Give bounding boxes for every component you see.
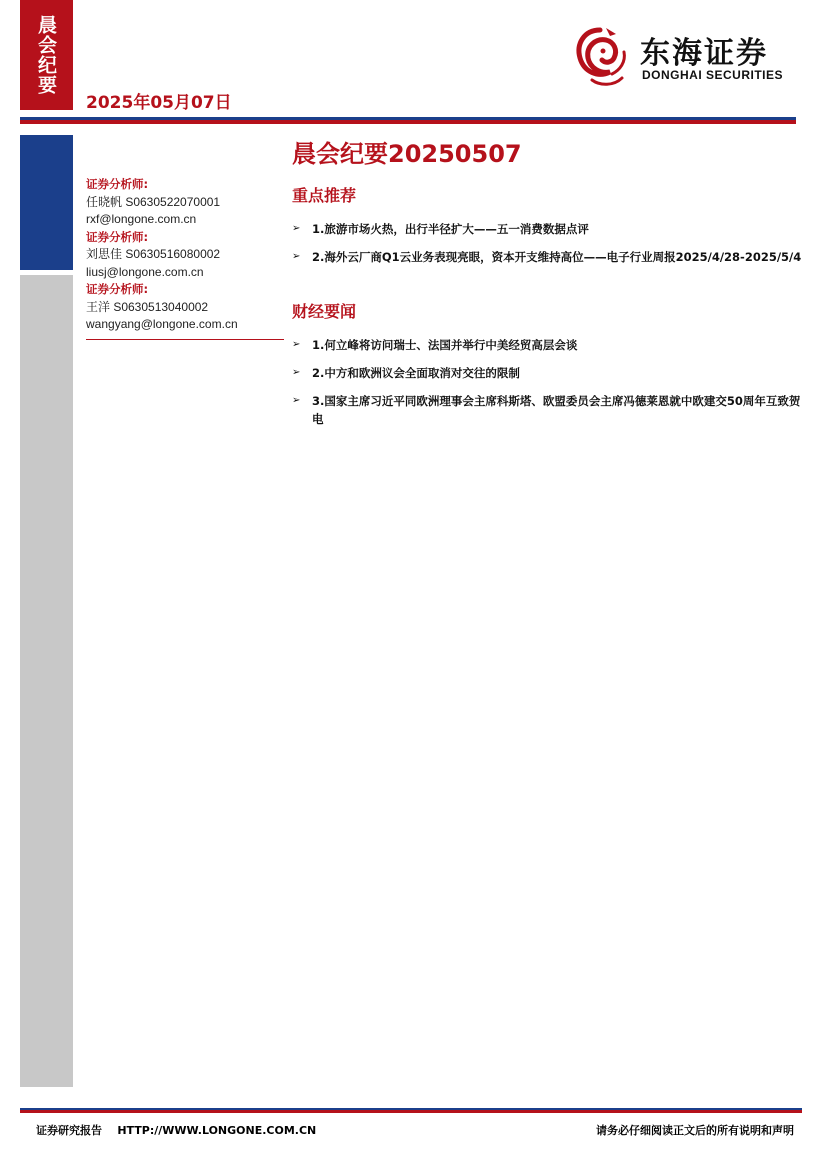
list-item-text: 3.国家主席习近平同欧洲理事会主席科斯塔、欧盟委员会主席冯德莱恩就中欧建交50周年互致贺电: [312, 394, 801, 426]
header-divider-red: [20, 120, 796, 124]
analyst-entry: [86, 281, 286, 334]
footer-report-label[interactable]: 证券研究报告 HTTP://WWW.LONGONE.COM.CN: [36, 1124, 317, 1137]
dragon-logo-icon: [570, 24, 632, 90]
arrow-bullet-icon: ➢: [292, 339, 301, 350]
analyst-list: [86, 176, 286, 334]
report-date: 2025年05月07日: [86, 93, 232, 113]
arrow-bullet-icon: ➢: [292, 367, 301, 378]
list-item[interactable]: [292, 220, 802, 238]
list-item-text: 1.何立峰将访问瑞士、法国并举行中美经贸高层会谈: [312, 338, 578, 352]
analyst-label: 证券分析师:: [86, 229, 149, 244]
company-logo: [570, 22, 800, 92]
section-heading-news: 财经要闻: [292, 302, 357, 321]
list-item-text: 2.海外云厂商Q1云业务表现亮眼，资本开支维持高位——电子行业周报2025/4/28-2025/5/4: [312, 250, 802, 264]
logo-chinese-name: 东海证券: [640, 36, 768, 71]
page-title: 晨会纪要20250507: [292, 140, 522, 168]
list-item[interactable]: [292, 248, 802, 266]
analyst-entry: [86, 229, 286, 282]
section-heading-recommendations: 重点推荐: [292, 186, 357, 205]
analyst-label: 证券分析师:: [86, 282, 149, 296]
list-item-text: 2.中方和欧洲议会全面取消对交往的限制: [312, 366, 520, 380]
news-list: [292, 336, 802, 428]
logo-english-name: DONGHAI SECURITIES: [642, 68, 784, 82]
footer-divider-red: [20, 1110, 802, 1113]
report-type-tag: [20, 0, 73, 110]
arrow-bullet-icon: ➢: [292, 251, 301, 262]
analyst-email[interactable]: wangyang@longone.com.cn: [86, 317, 238, 331]
analyst-email[interactable]: rxf@longone.com.cn: [86, 212, 197, 226]
sidebar-blue-block: [20, 135, 73, 270]
list-item[interactable]: [292, 364, 802, 382]
analyst-label: 证券分析师:: [86, 177, 149, 191]
list-item[interactable]: [292, 392, 802, 428]
recommendation-list: [292, 220, 802, 266]
analyst-name: 王洋 S0630513040002: [86, 299, 209, 314]
analyst-entry: [86, 176, 286, 229]
list-item-text: 1.旅游市场火热，出行半径扩大——五一消费数据点评: [312, 222, 589, 236]
arrow-bullet-icon: ➢: [292, 395, 301, 406]
analyst-name: 刘思佳 S0630516080002: [86, 247, 221, 261]
sidebar-divider: [86, 339, 284, 340]
report-type-label: 晨会纪要: [35, 15, 57, 95]
analyst-name: 任晓帆 S0630522070001: [86, 194, 221, 209]
footer-disclaimer: 请务必仔细阅读正文后的所有说明和声明: [596, 1124, 794, 1137]
arrow-bullet-icon: ➢: [292, 223, 301, 234]
sidebar-gray-block: [20, 275, 73, 1087]
list-item[interactable]: [292, 336, 802, 354]
analyst-email[interactable]: liusj@longone.com.cn: [86, 264, 204, 279]
